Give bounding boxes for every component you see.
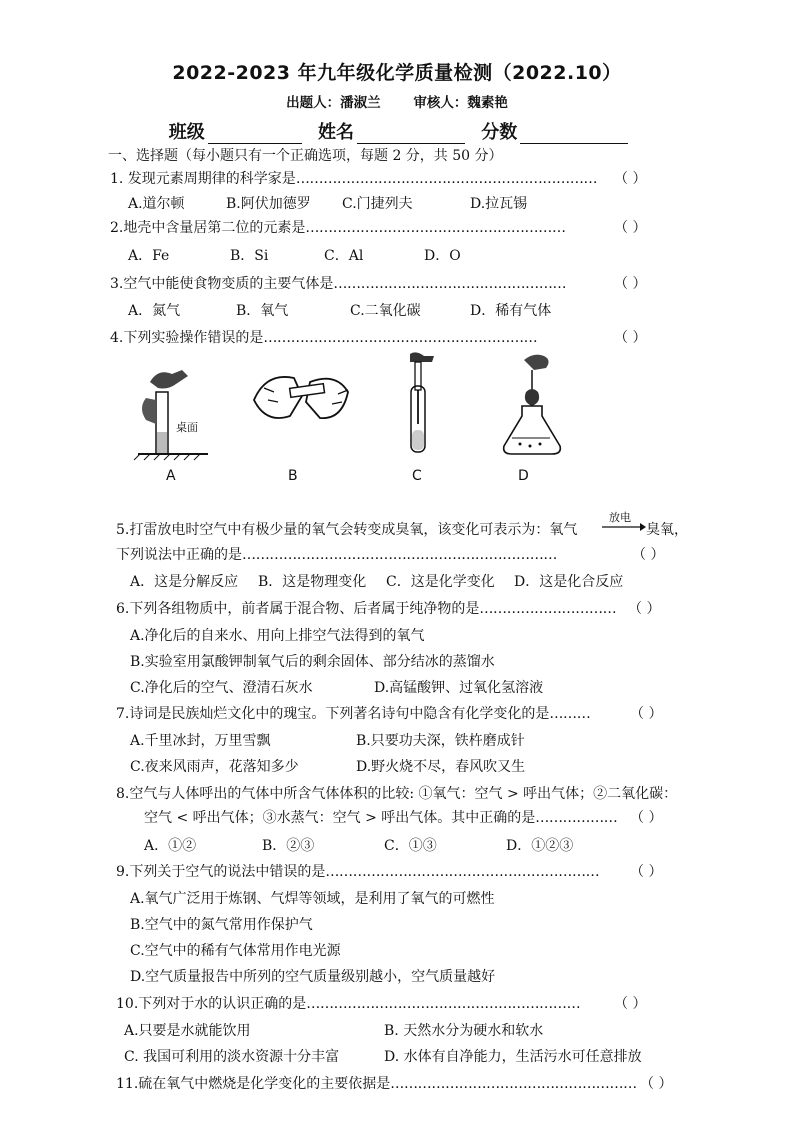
figure-b-label: B [288, 468, 298, 484]
score-label: 分数 [481, 122, 518, 143]
q5-reaction-arrow [600, 521, 646, 533]
q6-option-b: B.实验室用氯酸钾制氧气后的剩余固体、部分结冰的蒸馏水 [130, 654, 495, 670]
q6-option-d: D.高锰酸钾、过氧化氢溶液 [374, 680, 544, 696]
q8-option-a: A．①② [144, 838, 197, 854]
answer-blank-7[interactable]: （ ） [630, 706, 663, 722]
q7-option-c: C.夜来风雨声，花落知多少 [130, 759, 299, 775]
q8-option-d: D．①②③ [506, 838, 574, 854]
answer-blank-3[interactable]: （ ） [614, 276, 647, 292]
question-10-stem: 10.下列对于水的认识正确的是…………………………………………………… [116, 996, 581, 1012]
question-8-stem2: 空气 < 呼出气体；③水蒸气：空气 > 呼出气体。其中正确的是……………… [144, 810, 618, 826]
desk-label: 桌面 [176, 421, 198, 434]
figure-a-tube-on-table [128, 352, 218, 462]
q1-option-a: A.道尔顿 [128, 196, 185, 212]
question-5-stem: 5.打雷放电时空气中有极少量的氧气会转变成臭氧，该变化可表示为：氧气 [116, 522, 578, 538]
question-7-stem: 7.诗词是民族灿烂文化中的瑰宝。下列著名诗句中隐含有化学变化的是……… [116, 706, 591, 722]
answer-blank-8[interactable]: （ ） [630, 810, 663, 826]
question-11-stem: 11.硫在氧气中燃烧是化学变化的主要依据是……………………………………………… [116, 1076, 637, 1092]
answer-blank-10[interactable]: （ ） [614, 996, 647, 1012]
q6-option-c: C.净化后的空气、澄清石灰水 [130, 680, 313, 696]
answer-blank-9[interactable]: （ ） [630, 864, 663, 880]
q7-option-b: B.只要功夫深，铁杵磨成针 [356, 733, 525, 749]
name-field[interactable] [357, 125, 465, 144]
q9-option-a: A.氧气广泛用于炼钢、气焊等领域，是利用了氧气的可燃性 [130, 891, 495, 907]
q10-option-b: B. 天然水分为硬水和软水 [384, 1023, 544, 1039]
question-3-stem: 3.空气中能使食物变质的主要气体是…………………………………………… [110, 276, 567, 292]
q9-option-d: D.空气质量报告中所列的空气质量级别越小，空气质量越好 [130, 969, 496, 985]
class-label: 班级 [168, 122, 205, 143]
q5-option-c: C．这是化学变化 [386, 574, 495, 590]
q10-option-c: C. 我国可利用的淡水资源十分丰富 [124, 1049, 340, 1065]
answer-blank-2[interactable]: （ ） [614, 220, 647, 236]
q1-option-b: B.阿伏加德罗 [226, 196, 311, 212]
q7-option-a: A.千里冰封，万里雪飘 [130, 733, 271, 749]
q6-option-a: A.净化后的自来水、用向上排空气法得到的氧气 [130, 628, 425, 644]
answer-blank-5[interactable]: （ ） [632, 547, 665, 563]
q3-option-b: B．氧气 [236, 303, 289, 319]
q2-option-c: C．Al [324, 248, 364, 264]
question-6-stem: 6.下列各组物质中，前者属于混合物、后者属于纯净物的是………………………… [116, 601, 617, 617]
q3-option-d: D．稀有气体 [470, 303, 552, 319]
q5-arrow-label: 放电 [609, 511, 631, 524]
q9-option-b: B.空气中的氮气常用作保护气 [130, 917, 313, 933]
q2-option-d: D．O [424, 248, 461, 264]
reviewer-name: 审核人：魏素艳 [413, 95, 508, 111]
figure-b-hands-tube [244, 352, 364, 452]
q1-option-c: C.门捷列夫 [342, 196, 413, 212]
section-heading: 一、选择题（每小题只有一个正确选项，每题 2 分，共 50 分） [108, 148, 503, 164]
figure-c-dropper-tube [396, 352, 446, 462]
q5-option-a: A．这是分解反应 [130, 574, 239, 590]
question-1-stem: 1. 发现元素周期律的科学家是………………………………………………………… [110, 171, 598, 187]
figure-a-label: A [166, 468, 176, 484]
question-8-stem: 8.空气与人体呼出的气体中所含气体体积的比较: ①氧气：空气 > 呼出气体；②二氧化碳： [116, 786, 678, 802]
figure-d-flask [498, 352, 564, 462]
q5-option-d: D．这是化合反应 [514, 574, 624, 590]
answer-blank-6[interactable]: （ ） [628, 601, 661, 617]
q5-option-b: B．这是物理变化 [258, 574, 367, 590]
authors-line [0, 91, 794, 111]
question-2-stem: 2.地壳中含量居第二位的元素是………………………………………………… [110, 220, 566, 236]
q10-option-a: A.只要是水就能饮用 [124, 1023, 251, 1039]
student-info-line [0, 118, 794, 144]
name-label: 姓名 [318, 122, 354, 143]
score-field[interactable] [520, 125, 628, 144]
answer-blank-11[interactable]: （ ） [640, 1076, 673, 1092]
q1-option-d: D.拉瓦锡 [470, 196, 528, 212]
exam-title: 2022-2023 年九年级化学质量检测（2022.10） [172, 62, 622, 84]
q2-option-b: B．Si [230, 248, 269, 264]
question-4-stem: 4.下列实验操作错误的是…………………………………………………… [110, 330, 538, 346]
q7-option-d: D.野火烧不尽，春风吹又生 [356, 759, 526, 775]
question-9-stem: 9.下列关于空气的说法中错误的是…………………………………………………… [116, 864, 600, 880]
q8-option-b: B．②③ [262, 838, 315, 854]
class-field[interactable] [208, 125, 302, 144]
q10-option-d: D. 水体有自净能力，生活污水可任意排放 [384, 1049, 642, 1065]
q8-option-c: C．①③ [384, 838, 437, 854]
q5-stem-end: 臭氧， [646, 522, 688, 538]
setter-name: 出题人：潘淑兰 [286, 95, 381, 111]
q2-option-a: A．Fe [128, 248, 170, 264]
answer-blank-1[interactable]: （ ） [614, 171, 647, 187]
figure-c-label: C [412, 468, 422, 484]
q3-option-c: C.二氧化碳 [350, 303, 421, 319]
figure-d-label: D [518, 468, 529, 484]
q9-option-c: C.空气中的稀有气体常用作电光源 [130, 943, 341, 959]
question-5-stem2: 下列说法中正确的是…………………………………………………………… [116, 547, 558, 563]
q3-option-a: A．氮气 [128, 303, 181, 319]
answer-blank-4[interactable]: （ ） [614, 330, 647, 346]
